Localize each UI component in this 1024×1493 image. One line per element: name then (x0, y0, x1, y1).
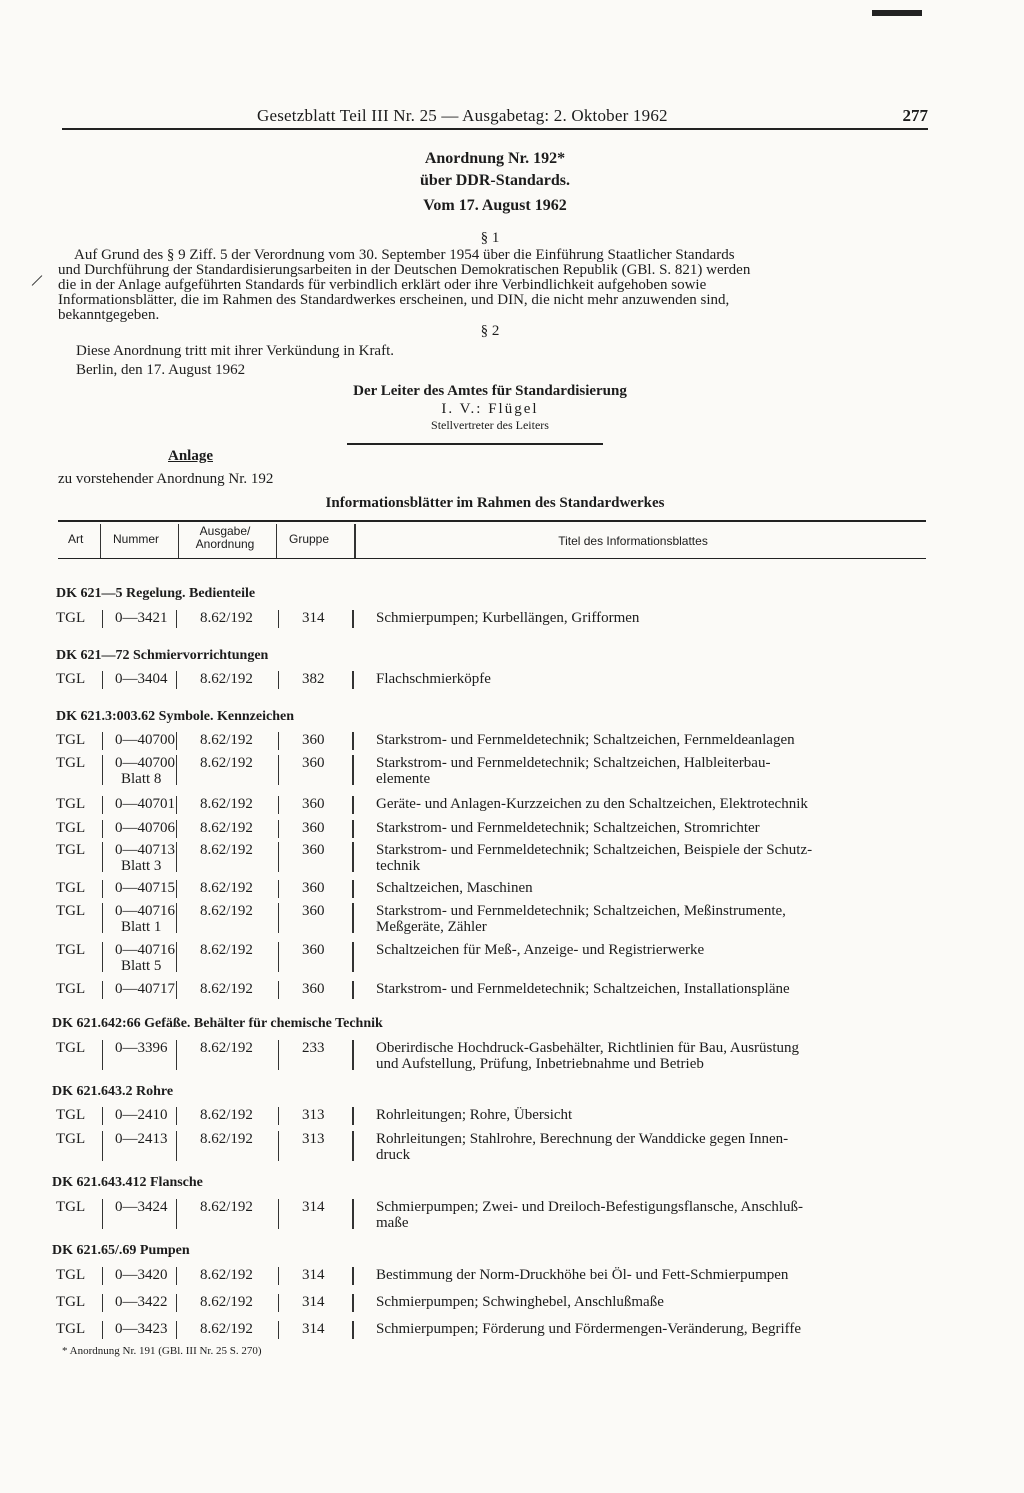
cell-titel: Starkstrom- und Fernmeldetechnik; Schaltzeichen, Fernmeldeanlagen (376, 732, 795, 748)
column-divider (352, 732, 354, 750)
cell-art: TGL (56, 842, 86, 858)
cell-ausgabe: 8.62/192 (200, 732, 253, 748)
cell-gruppe: 360 (302, 755, 325, 771)
cell-nummer: 0—2413 (115, 1131, 168, 1147)
signature-rule (347, 443, 603, 445)
column-divider (102, 610, 103, 628)
cell-gruppe: 314 (302, 1199, 325, 1215)
cell-nummer: 0—3396 (115, 1040, 168, 1056)
header-divider (354, 524, 356, 558)
column-divider (278, 1294, 279, 1312)
cell-nummer: 0—3422 (115, 1294, 168, 1310)
cell-gruppe: 360 (302, 903, 325, 919)
cell-nummer: 0—40716 (115, 903, 175, 919)
column-divider (278, 880, 279, 898)
column-divider (176, 671, 177, 689)
footnote: * Anordnung Nr. 191 (GBl. III Nr. 25 S. 270) (62, 1345, 262, 1357)
column-divider (352, 820, 354, 838)
cell-titel-continued: elemente (376, 771, 431, 787)
cell-gruppe: 360 (302, 981, 325, 997)
column-divider (102, 755, 103, 785)
cell-titel: Flachschmierköpfe (376, 671, 491, 687)
column-divider (176, 903, 177, 933)
column-divider (176, 796, 177, 814)
cell-nummer: 0—40706 (115, 820, 175, 836)
cell-art: TGL (56, 796, 86, 812)
table-top-rule (58, 520, 926, 522)
header-ausgabe (180, 525, 270, 551)
table-row (0, 981, 1024, 1013)
cell-titel: Schaltzeichen für Meß-, Anzeige- und Registrierwerke (376, 942, 705, 958)
cell-ausgabe: 8.62/192 (200, 880, 253, 896)
cell-titel: Schaltzeichen, Maschinen (376, 880, 533, 896)
cell-art: TGL (56, 820, 86, 836)
column-divider (352, 942, 354, 972)
decree-date: Vom 17. August 1962 (423, 197, 567, 214)
column-divider (102, 1294, 103, 1312)
cell-titel: Schmierpumpen; Schwinghebel, Anschlußmaße (376, 1294, 664, 1310)
cell-art: TGL (56, 1294, 86, 1310)
cell-ausgabe: 8.62/192 (200, 1199, 253, 1215)
group-heading: DK 621—5 Regelung. Bedienteile (56, 586, 256, 601)
cell-gruppe: 313 (302, 1131, 325, 1147)
header-ausgabe-line2: Anordnung (195, 537, 255, 551)
header-nummer: Nummer (113, 532, 160, 546)
table-row (0, 842, 1024, 874)
column-divider (352, 1131, 354, 1161)
column-divider (278, 1267, 279, 1285)
header-art: Art (68, 532, 84, 546)
cell-nummer-sheet: Blatt 3 (121, 858, 162, 874)
column-divider (278, 1131, 279, 1161)
page-number: 277 (902, 106, 928, 125)
column-divider (176, 610, 177, 628)
cell-titel: Schmierpumpen; Zwei- und Dreiloch-Befestigungsflansche, Anschluß- (376, 1199, 803, 1215)
cell-titel: Bestimmung der Norm-Druckhöhe bei Öl- und Fett-Schmierpumpen (376, 1267, 789, 1283)
cell-ausgabe: 8.62/192 (200, 842, 253, 858)
cell-nummer: 0—2410 (115, 1107, 168, 1123)
column-divider (176, 1321, 177, 1339)
cell-nummer-sheet: Blatt 1 (121, 919, 162, 935)
cell-titel: Starkstrom- und Fernmeldetechnik; Schaltzeichen, Beispiele der Schutz- (376, 842, 813, 858)
cell-gruppe: 313 (302, 1107, 325, 1123)
cell-gruppe: 360 (302, 796, 325, 812)
column-divider (102, 981, 103, 999)
table-row (0, 1131, 1024, 1163)
cell-ausgabe: 8.62/192 (200, 981, 253, 997)
header-divider (178, 524, 179, 558)
cell-gruppe: 233 (302, 1040, 325, 1056)
group-heading: DK 621.643.2 Rohre (52, 1084, 174, 1099)
column-divider (102, 671, 103, 689)
column-divider (176, 1040, 177, 1070)
column-divider (352, 671, 354, 689)
column-divider (352, 1199, 354, 1229)
decree-title-line2: über DDR-Standards. (420, 172, 570, 189)
column-divider (102, 820, 103, 838)
cell-art: TGL (56, 1131, 86, 1147)
header-divider (100, 524, 101, 558)
section1-line: und Durchführung der Standardisierungsarbeiten in der Deutschen Demokratischen Republik (GBl. S. 821) werden (58, 262, 751, 278)
section1-mark: § 1 (480, 230, 500, 246)
column-divider (352, 1321, 354, 1339)
column-divider (176, 1267, 177, 1285)
cell-art: TGL (56, 1321, 86, 1337)
cell-art: TGL (56, 671, 86, 687)
group-heading: DK 621.642:66 Gefäße. Behälter für chemische Technik (52, 1016, 383, 1031)
cell-gruppe: 314 (302, 1294, 325, 1310)
column-divider (278, 842, 279, 872)
signature-office: Der Leiter des Amtes für Standardisierung (353, 383, 627, 399)
place-date: Berlin, den 17. August 1962 (76, 362, 246, 378)
cell-nummer: 0—3424 (115, 1199, 168, 1215)
cell-titel-continued: und Aufstellung, Prüfung, Inbetriebnahme und Betrieb (376, 1056, 704, 1072)
column-divider (176, 1107, 177, 1125)
header-titel: Titel des Informationsblattes (558, 534, 708, 548)
group-heading: DK 621—72 Schmiervorrichtungen (56, 648, 269, 663)
table-header-rule (58, 558, 926, 559)
cell-gruppe: 382 (302, 671, 325, 687)
cell-art: TGL (56, 1040, 86, 1056)
table-row (0, 942, 1024, 974)
cell-titel-continued: technik (376, 858, 421, 874)
cell-ausgabe: 8.62/192 (200, 1294, 253, 1310)
column-divider (102, 1199, 103, 1229)
column-divider (176, 981, 177, 999)
cell-titel-continued: druck (376, 1147, 411, 1163)
column-divider (352, 1267, 354, 1285)
section2-mark: § 2 (480, 323, 500, 339)
annex-subtitle: zu vorstehender Anordnung Nr. 192 (58, 471, 274, 487)
signature-name: I. V.: Flügel (441, 401, 539, 417)
column-divider (278, 1107, 279, 1125)
cell-ausgabe: 8.62/192 (200, 610, 253, 626)
table-row (0, 671, 1024, 703)
column-divider (102, 903, 103, 933)
section1-line: Informationsblätter, die im Rahmen des Standardwerkes erscheinen, und DIN, die nicht mehr anzuwenden sind, (58, 292, 730, 308)
table-row (0, 903, 1024, 935)
section2-text: Diese Anordnung tritt mit ihrer Verkündung in Kraft. (76, 343, 395, 359)
column-divider (278, 942, 279, 972)
column-divider (278, 903, 279, 933)
cell-titel: Rohrleitungen; Rohre, Übersicht (376, 1107, 573, 1123)
cell-gruppe: 314 (302, 610, 325, 626)
column-divider (102, 1107, 103, 1125)
header-text: Gesetzblatt Teil III Nr. 25 — Ausgabetag: 2. Oktober 1962 (257, 106, 668, 125)
cell-nummer: 0—40713 (115, 842, 175, 858)
cell-titel: Starkstrom- und Fernmeldetechnik; Schaltzeichen, Meßinstrumente, (376, 903, 786, 919)
annex-title: Anlage (168, 448, 213, 464)
cell-nummer: 0—40715 (115, 880, 175, 896)
header-ausgabe-line1: Ausgabe/ (199, 524, 251, 538)
cell-gruppe: 360 (302, 820, 325, 836)
header-gruppe: Gruppe (289, 532, 330, 546)
column-divider (102, 796, 103, 814)
cell-nummer: 0—3421 (115, 610, 168, 626)
table-row (0, 1199, 1024, 1231)
column-divider (352, 1294, 354, 1312)
column-divider (176, 880, 177, 898)
column-divider (278, 755, 279, 785)
cell-ausgabe: 8.62/192 (200, 820, 253, 836)
cell-gruppe: 314 (302, 1321, 325, 1337)
table-row (0, 755, 1024, 787)
column-divider (102, 942, 103, 972)
cell-art: TGL (56, 880, 86, 896)
cell-nummer: 0—3423 (115, 1321, 168, 1337)
column-divider (352, 610, 354, 628)
section1-line: bekanntgegeben. (58, 307, 160, 323)
cell-nummer: 0—3404 (115, 671, 168, 687)
column-divider (278, 671, 279, 689)
cell-nummer: 0—40716 (115, 942, 175, 958)
cell-titel: Starkstrom- und Fernmeldetechnik; Schaltzeichen, Halbleiterbau- (376, 755, 771, 771)
cell-nummer: 0—40717 (115, 981, 175, 997)
column-divider (352, 981, 354, 999)
cell-nummer-sheet: Blatt 8 (121, 771, 162, 787)
cell-gruppe: 360 (302, 842, 325, 858)
cell-ausgabe: 8.62/192 (200, 755, 253, 771)
table-row (0, 610, 1024, 642)
cell-nummer: 0—40700 (115, 755, 175, 771)
cell-ausgabe: 8.62/192 (200, 1107, 253, 1123)
column-divider (176, 755, 177, 785)
cell-titel: Schmierpumpen; Kurbellängen, Grifformen (376, 610, 640, 626)
cell-art: TGL (56, 942, 86, 958)
column-divider (176, 1294, 177, 1312)
cell-art: TGL (56, 1199, 86, 1215)
cell-titel-continued: maße (376, 1215, 409, 1231)
cell-titel: Oberirdische Hochdruck-Gasbehälter, Richtlinien für Bau, Ausrüstung (376, 1040, 800, 1056)
column-divider (176, 1131, 177, 1161)
cell-nummer: 0—40700 (115, 732, 175, 748)
column-divider (102, 880, 103, 898)
column-divider (102, 1040, 103, 1070)
cell-titel: Starkstrom- und Fernmeldetechnik; Schaltzeichen, Installationspläne (376, 981, 790, 997)
signature-role: Stellvertreter des Leiters (431, 418, 549, 432)
column-divider (278, 610, 279, 628)
column-divider (176, 942, 177, 972)
cell-nummer: 0—40701 (115, 796, 175, 812)
margin-tick (32, 275, 43, 286)
cell-titel: Schmierpumpen; Förderung und Fördermengen-Veränderung, Begriffe (376, 1321, 802, 1337)
section1-line: die in der Anlage aufgeführten Standards für verbindlich erklärt oder ihre Verbindlichkeit aufgehoben sowie (58, 277, 707, 293)
cell-gruppe: 314 (302, 1267, 325, 1283)
scan-mark (872, 10, 922, 16)
column-divider (278, 732, 279, 750)
cell-art: TGL (56, 1267, 86, 1283)
cell-ausgabe: 8.62/192 (200, 942, 253, 958)
group-heading: DK 621.3:003.62 Symbole. Kennzeichen (56, 709, 294, 724)
header-rule (62, 128, 928, 130)
column-divider (102, 1267, 103, 1285)
column-divider (352, 796, 354, 814)
cell-ausgabe: 8.62/192 (200, 1131, 253, 1147)
column-divider (352, 903, 354, 933)
column-divider (102, 732, 103, 750)
column-divider (102, 1321, 103, 1339)
column-divider (278, 1321, 279, 1339)
cell-ausgabe: 8.62/192 (200, 1040, 253, 1056)
cell-gruppe: 360 (302, 942, 325, 958)
group-heading: DK 621.65/.69 Pumpen (52, 1243, 190, 1258)
cell-ausgabe: 8.62/192 (200, 903, 253, 919)
column-divider (102, 1131, 103, 1161)
column-divider (352, 755, 354, 785)
group-heading: DK 621.643.412 Flansche (52, 1175, 203, 1190)
cell-nummer-sheet: Blatt 5 (121, 958, 162, 974)
table-row (0, 1040, 1024, 1072)
column-divider (278, 820, 279, 838)
header-divider (276, 524, 277, 558)
cell-art: TGL (56, 755, 86, 771)
page-header (62, 106, 928, 130)
cell-titel: Geräte- und Anlagen-Kurzzeichen zu den Schaltzeichen, Elektrotechnik (376, 796, 808, 812)
cell-ausgabe: 8.62/192 (200, 1321, 253, 1337)
section1-text (58, 248, 928, 323)
cell-art: TGL (56, 732, 86, 748)
cell-gruppe: 360 (302, 880, 325, 896)
cell-nummer: 0—3420 (115, 1267, 168, 1283)
cell-titel: Rohrleitungen; Stahlrohre, Berechnung der Wanddicke gegen Innen- (376, 1131, 789, 1147)
cell-ausgabe: 8.62/192 (200, 1267, 253, 1283)
column-divider (102, 842, 103, 872)
column-divider (352, 842, 354, 872)
column-divider (352, 1040, 354, 1070)
table-title: Informationsblätter im Rahmen des Standardwerkes (325, 495, 665, 511)
column-divider (278, 1199, 279, 1229)
cell-titel-continued: Meßgeräte, Zähler (376, 919, 487, 935)
column-divider (176, 1199, 177, 1229)
column-divider (278, 796, 279, 814)
column-divider (176, 842, 177, 872)
section1-line: Auf Grund des § 9 Ziff. 5 der Verordnung vom 30. September 1954 über die Einführung Staatlicher Standards (74, 247, 735, 263)
cell-titel: Starkstrom- und Fernmeldetechnik; Schaltzeichen, Stromrichter (376, 820, 760, 836)
column-divider (278, 1040, 279, 1070)
cell-art: TGL (56, 610, 86, 626)
cell-art: TGL (56, 981, 86, 997)
cell-art: TGL (56, 1107, 86, 1123)
decree-title-line1: Anordnung Nr. 192* (424, 150, 566, 167)
column-divider (352, 880, 354, 898)
cell-ausgabe: 8.62/192 (200, 796, 253, 812)
cell-ausgabe: 8.62/192 (200, 671, 253, 687)
column-divider (352, 1107, 354, 1125)
column-divider (176, 732, 177, 750)
cell-gruppe: 360 (302, 732, 325, 748)
column-divider (176, 820, 177, 838)
cell-art: TGL (56, 903, 86, 919)
column-divider (278, 981, 279, 999)
